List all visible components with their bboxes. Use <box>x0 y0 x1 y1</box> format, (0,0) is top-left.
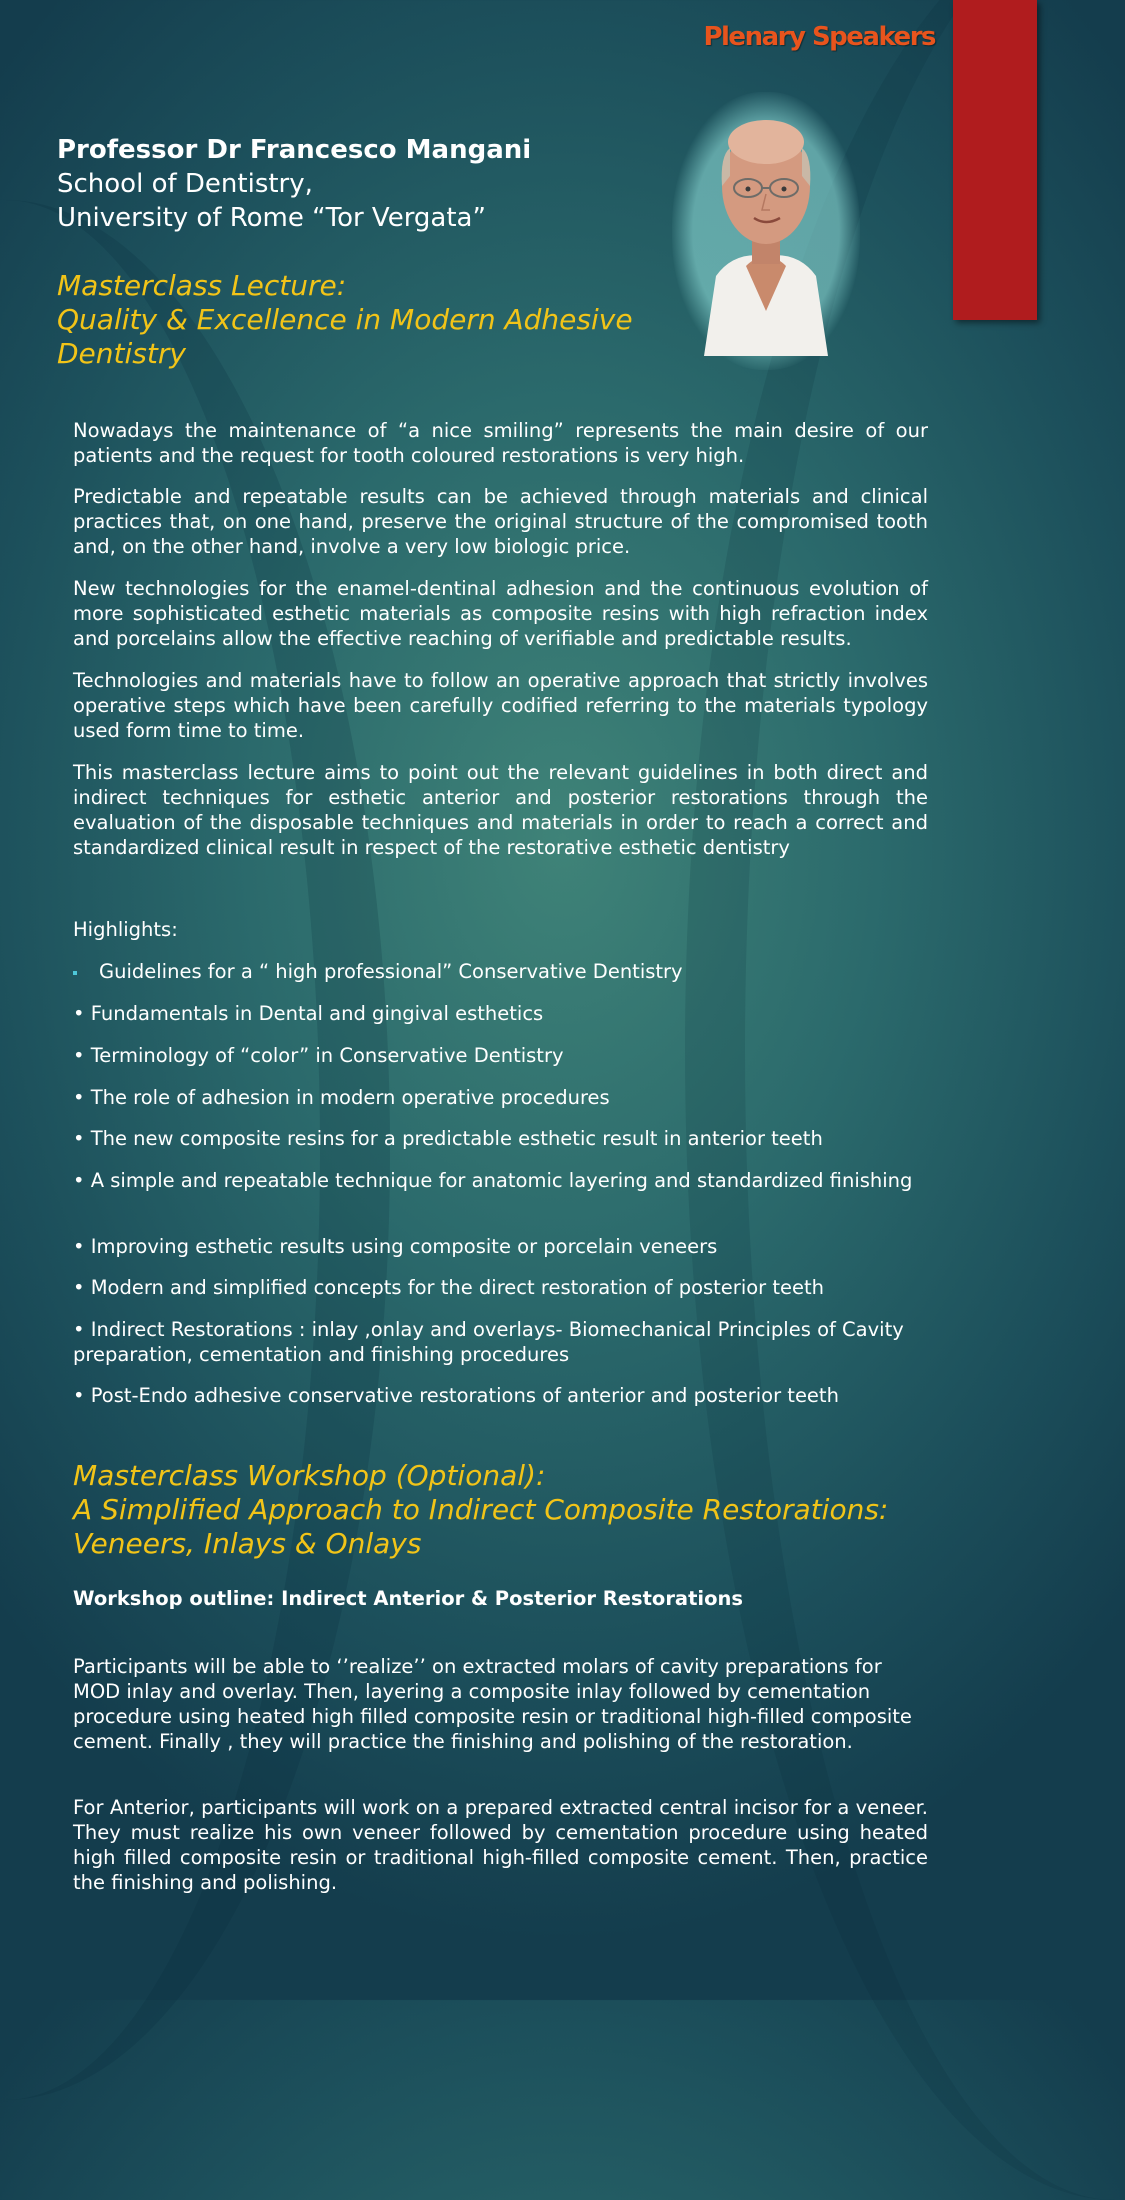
red-accent-bar <box>953 0 1037 320</box>
lecture-paragraph: Technologies and materials have to follow an operative approach that strictly involves operative steps which have been carefully codified referring to the materials typology used form time to time. <box>73 669 928 742</box>
workshop-paragraph: Participants will be able to ‘’realize’’ on extracted molars of cavity preparations for MOD inlay and overlay. Then, layering a composite inlay followed by cementation procedure using heated high filled composite resin or traditional high-filled composite cement. Finally , they will practice the finishing and polishing of the restoration. <box>73 1655 912 1753</box>
highlight-item: • Terminology of “color” in Conservative Dentistry <box>73 1044 564 1067</box>
lecture-paragraph: New technologies for the enamel-dentinal adhesion and the continuous evolution of more sophisticated esthetic materials as composite resins with high refraction index and porcelains allow the effective reaching of verifiable and predictable results. <box>73 577 928 650</box>
highlight-item: • A simple and repeatable technique for anatomic layering and standardized finishing <box>73 1169 913 1192</box>
section-label: Plenary Speakers <box>703 22 935 52</box>
speaker-name: Professor Dr Francesco Mangani <box>57 135 532 165</box>
highlight-item: Guidelines for a “ high professional” Conservative Dentistry <box>73 959 943 984</box>
speaker-photo-frame <box>672 92 860 370</box>
workshop-title: Veneers, Inlays & Onlays <box>73 1527 422 1560</box>
workshop-paragraph: For Anterior, participants will work on a prepared extracted central incisor for a veneer. They must realize his own veneer followed by cementation procedure using heated high filled composite resin or traditional high-filled composite cement. Then, practice the finishing and polishing. <box>73 1796 928 1894</box>
highlights-heading: Highlights: <box>73 918 178 941</box>
speaker-affiliation: University of Rome “Tor Vergata” <box>57 203 486 233</box>
lecture-paragraph: This masterclass lecture aims to point out the relevant guidelines in both direct and indirect techniques for esthetic anterior and posterior restorations through the evaluation of the disposable techniques and materials in order to reach a correct and standardized clinical result in respect of the restorative esthetic dentistry <box>73 761 928 859</box>
speaker-affiliation: School of Dentistry, <box>57 169 313 199</box>
workshop-outline-heading: Workshop outline: Indirect Anterior & Posterior Restorations <box>73 1587 743 1610</box>
speaker-photo <box>694 106 838 356</box>
lecture-title: Masterclass Lecture: <box>57 269 347 302</box>
highlight-item: • The new composite resins for a predictable esthetic result in anterior teeth <box>73 1127 823 1150</box>
highlight-item: • Modern and simplified concepts for the direct restoration of posterior teeth <box>73 1276 825 1299</box>
highlight-item: • The role of adhesion in modern operative procedures <box>73 1086 610 1109</box>
lecture-title: Dentistry <box>57 337 186 370</box>
workshop-title: Masterclass Workshop (Optional): <box>73 1459 546 1492</box>
highlight-item: • Fundamentals in Dental and gingival esthetics <box>73 1002 544 1025</box>
bullet-icon <box>73 971 77 975</box>
lecture-paragraph: Nowadays the maintenance of “a nice smiling” represents the main desire of our patients and the request for tooth coloured restorations is very high. <box>73 419 928 467</box>
highlight-item: • Improving esthetic results using composite or porcelain veneers <box>73 1235 718 1258</box>
highlight-item: • Indirect Restorations : inlay ,onlay and overlays- Biomechanical Principles of Cavity preparation, cementation and finishing procedures <box>73 1318 904 1366</box>
lecture-title: Quality & Excellence in Modern Adhesive <box>57 303 633 336</box>
workshop-title: A Simplified Approach to Indirect Composite Restorations: <box>73 1493 889 1526</box>
highlight-item: • Post-Endo adhesive conservative restorations of anterior and posterior teeth <box>73 1384 839 1407</box>
lecture-paragraph: Predictable and repeatable results can be achieved through materials and clinical practices that, on one hand, preserve the original structure of the compromised tooth and, on the other hand, involve a very low biologic price. <box>73 485 928 558</box>
